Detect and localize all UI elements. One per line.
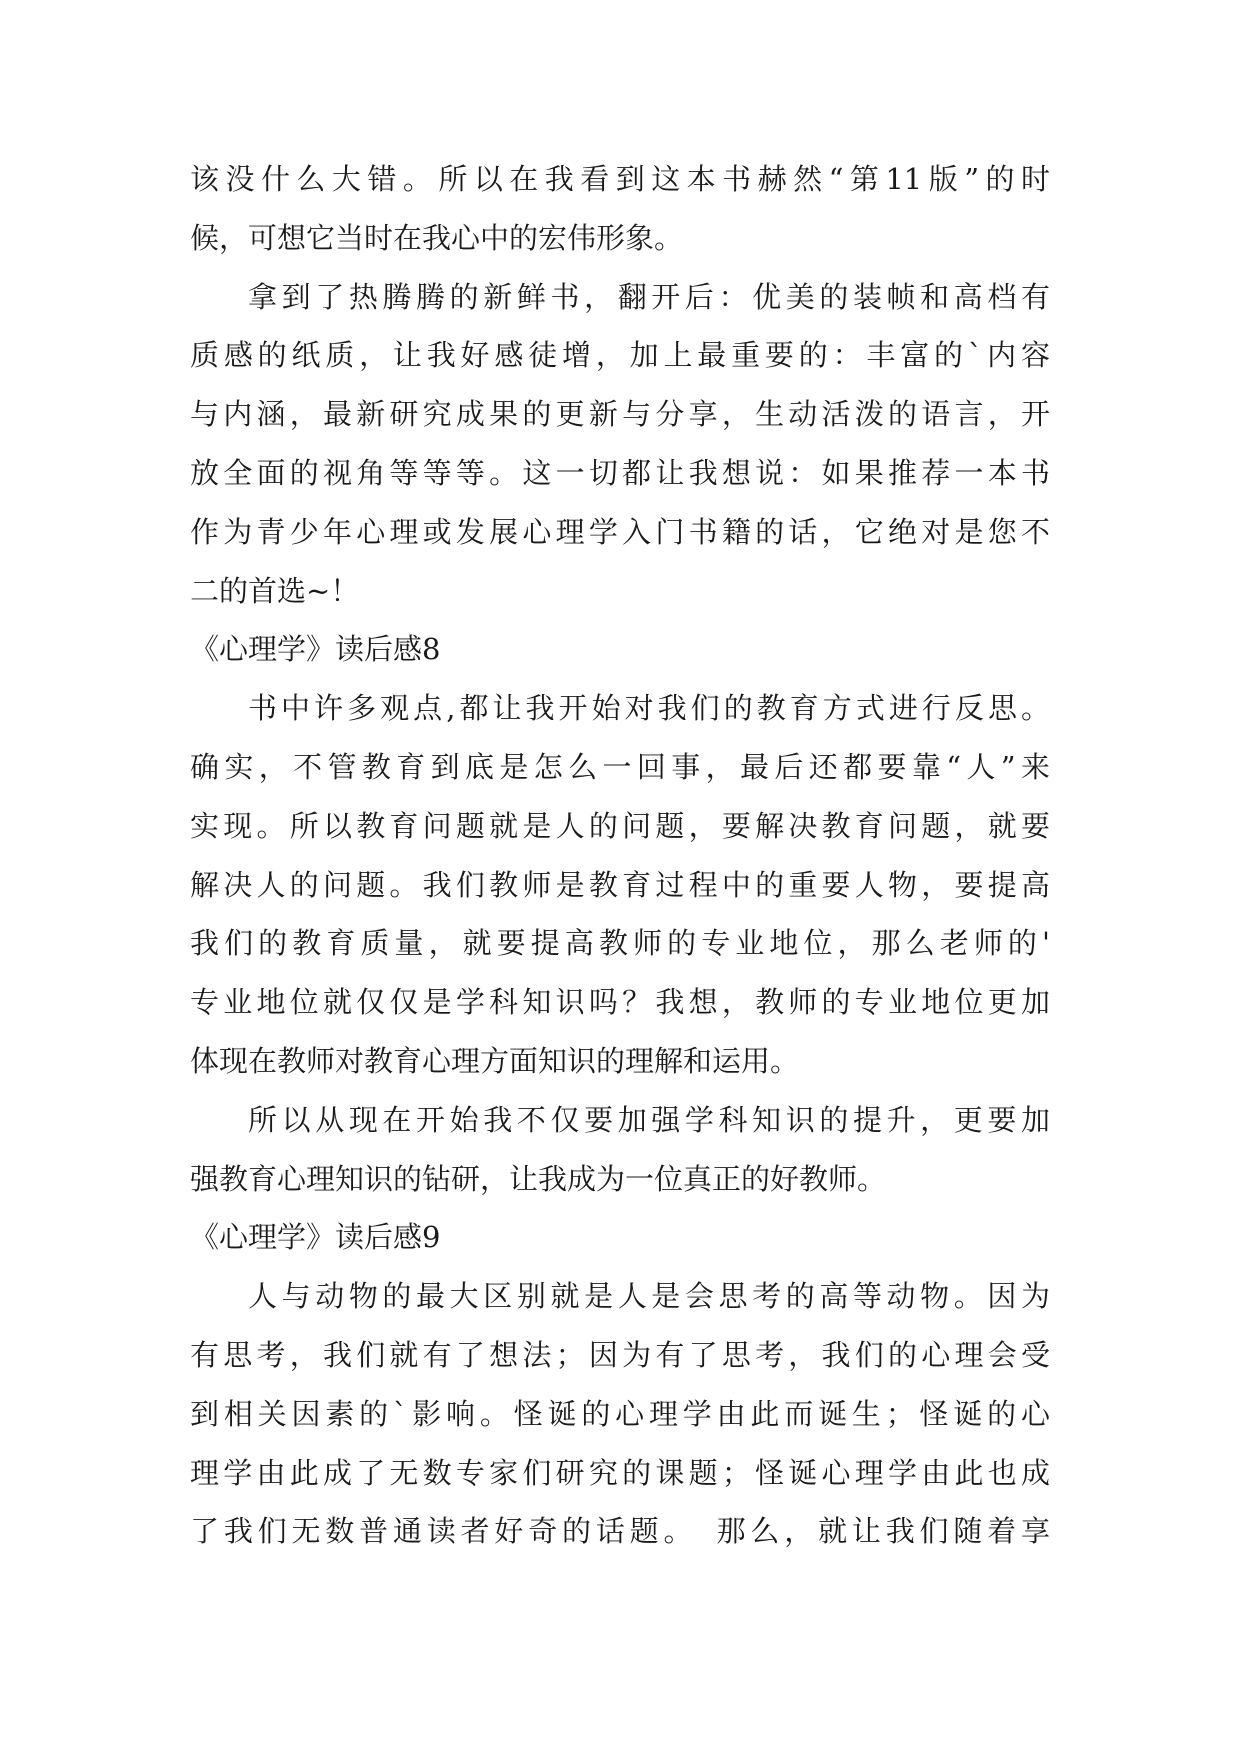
text-line: 我们的教育质量，就要提高教师的专业地位，那么老师的' (190, 926, 1050, 961)
text-line: 人与动物的最大区别就是人是会思考的高等动物。因为 (248, 1279, 1050, 1314)
section-heading: 《心理学》读后感8 (190, 632, 441, 667)
text-line: 所以从现在开始我不仅要加强学科知识的提升，更要加 (248, 1102, 1050, 1137)
text-line: 理学由此成了无数专家们研究的课题；怪诞心理学由此也成 (190, 1455, 1050, 1490)
text-line: 有思考，我们就有了想法；因为有了思考，我们的心理会受 (190, 1337, 1050, 1372)
document-page (190, 150, 1050, 1561)
text-line: 质感的纸质，让我好感徒增，加上最重要的：丰富的`内容 (190, 338, 1050, 373)
text-line: 了我们无数普通读者好奇的话题。 那么，就让我们随着享 (190, 1514, 1050, 1549)
text-line: 放全面的视角等等等。这一切都让我想说：如果推荐一本书 (190, 455, 1050, 490)
section-heading: 《心理学》读后感9 (190, 1220, 441, 1255)
text-line: 书中许多观点,都让我开始对我们的教育方式进行反思。 (248, 691, 1050, 726)
text-line: 候，可想它当时在我心中的宏伟形象。 (190, 220, 684, 255)
text-line: 专业地位就仅仅是学科知识吗？我想，教师的专业地位更加 (190, 985, 1050, 1020)
text-line: 实现。所以教育问题就是人的问题，要解决教育问题，就要 (190, 808, 1050, 843)
text-line: 拿到了热腾腾的新鲜书，翻开后：优美的装帧和高档有 (248, 279, 1050, 314)
text-line: 与内涵，最新研究成果的更新与分享，生动活泼的语言，开 (190, 397, 1050, 432)
text-line: 二的首选~！ (190, 573, 360, 608)
text-line: 解决人的问题。我们教师是教育过程中的重要人物，要提高 (190, 867, 1050, 902)
text-line: 到相关因素的`影响。怪诞的心理学由此而诞生；怪诞的心 (190, 1396, 1050, 1431)
text-line: 作为青少年心理或发展心理学入门书籍的话，它绝对是您不 (190, 514, 1050, 549)
text-line: 体现在教师对教育心理方面知识的理解和运用。 (190, 1043, 800, 1078)
text-line: 确实，不管教育到底是怎么一回事，最后还都要靠“人”来 (190, 749, 1050, 784)
text-line: 强教育心理知识的钻研，让我成为一位真正的好教师。 (190, 1161, 887, 1196)
text-line: 该没什么大错。所以在我看到这本书赫然“第11版”的时 (190, 162, 1050, 196)
